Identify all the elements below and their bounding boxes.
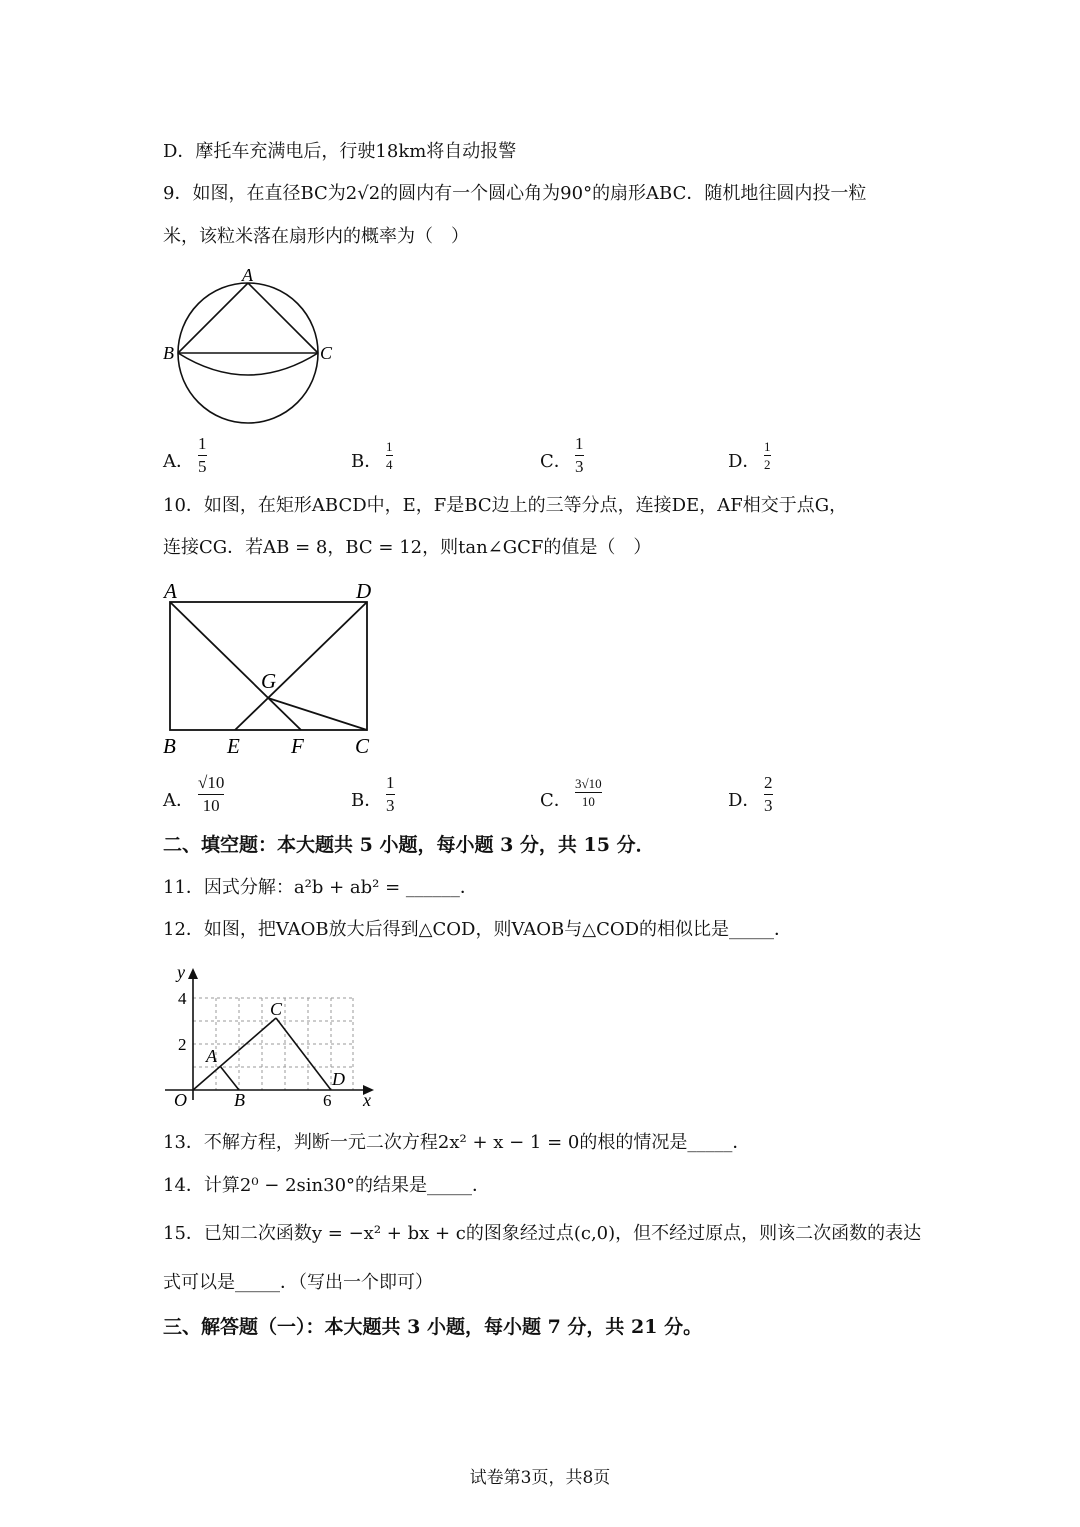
q9-option-c-fraction [575,434,584,477]
q10-rectangle [170,602,367,730]
q9-option-a-num: 1 [198,434,207,453]
q10-option-c-den: 10 [581,794,595,809]
section2-heading: 二、填空题：本大题共 5 小题，每小题 3 分，共 15 分． [163,834,655,856]
q10-option-b-num: 1 [386,773,395,792]
q10-option-a-key: A． [163,790,194,811]
q9-stem-line1: 9．如图，在直径BC为2√2的圆内有一个圆心角为90°的扇形ABC．随机地往圆内投一粒 [163,183,867,204]
q12-axis-y: y [177,962,185,982]
q10-label-d: D [356,579,372,603]
q12-label-d: D [332,1069,345,1089]
q10-option-b-key: B． [351,790,383,811]
q12-label-a: A [206,1046,217,1066]
q10-stem-line1: 10．如图，在矩形ABCD中，E，F是BC边上的三等分点，连接DE，AF相交于点G， [163,495,848,516]
q9-option-c-num: 1 [575,434,584,453]
q12-axis-x: x [363,1090,371,1110]
q9-option-d-key: D． [728,451,761,472]
q12-tick-2: 2 [178,1035,187,1054]
q12-segment-ab [220,1066,239,1090]
section3-heading: 三、解答题（一）：本大题共 3 小题，每小题 7 分，共 21 分。 [163,1316,703,1338]
q10-option-c-key: C． [540,790,572,811]
q10-option-c-fraction [575,776,602,809]
q9-option-a-key: A． [163,451,194,472]
q10-label-b: B [163,734,176,758]
q10-option-c-num: 3√10 [575,776,602,791]
q9-option-b-key: B． [351,451,383,472]
q12-y-arrow [188,968,198,979]
q10-option-a-fraction [198,773,224,816]
q9-segment-ab [178,283,248,353]
q10-option-b-den: 3 [386,796,395,815]
q10-option-d-fraction [764,773,773,816]
q9-option-a-den: 5 [198,457,207,476]
q13-text: 13．不解方程，判断一元二次方程2x² + x − 1 = 0的根的情况是_____． [163,1132,751,1153]
q9-option-b-den: 4 [386,457,393,472]
q12-text: 12．如图，把VAOB放大后得到△COD，则VAOB与△COD的相似比是_____． [163,919,793,940]
q9-option-d-fraction [764,439,771,472]
q10-label-g: G [261,669,277,693]
q10-option-d-num: 2 [764,773,773,792]
q10-option-b-fraction [386,773,395,816]
q10-label-c: C [355,734,370,758]
q9-option-c-key: C． [540,451,572,472]
q12-label-c: C [270,999,283,1019]
q9-segment-ac [248,283,318,353]
q12-label-b: B [234,1090,245,1110]
q15-line2: 式可以是_____．（写出一个即可） [163,1272,433,1293]
q9-option-b-num: 1 [386,439,393,454]
q10-segment-cg [268,698,367,730]
q10-option-d-key: D． [728,790,761,811]
q9-sector-arc [178,353,318,375]
q10-stem-line2: 连接CG．若AB = 8，BC = 12，则tan∠GCF的值是（ ） [163,537,652,558]
q10-option-a-den: 10 [202,796,220,815]
q9-stem-line2: 米，该粒米落在扇形内的概率为（ ） [163,226,469,247]
q10-label-f: F [291,734,304,758]
q9-option-a-fraction [198,434,207,477]
q12-tick-6: 6 [323,1091,332,1110]
q9-label-c: C [320,343,333,363]
q9-label-b: B [163,343,174,363]
q12-origin-o: O [174,1090,187,1110]
q10-segment-de [235,602,367,730]
q10-option-d-den: 3 [764,796,773,815]
q9-option-d-num: 1 [764,439,771,454]
q10-label-a: A [164,579,177,603]
q9-option-b-fraction [386,439,393,472]
q9-label-a: A [242,265,253,285]
q10-option-a-num: √10 [198,773,225,792]
q9-option-d-den: 2 [764,457,771,472]
q12-segment-cd [276,1018,331,1090]
q9-figure [160,262,350,427]
q11-text: 11．因式分解：a²b + ab² = ______． [163,877,478,898]
q12-tick-4: 4 [178,989,187,1008]
q8-option-d: D．摩托车充满电后，行驶18km将自动报警 [163,141,517,162]
q10-segment-af [170,602,301,730]
q10-figure [160,576,385,761]
q15-line1: 15．已知二次函数y = −x² + bx + c的图象经过点(c,0)，但不经过原点，则该二次函数的表达 [163,1223,922,1244]
q9-option-c-den: 3 [575,457,584,476]
q14-text: 14．计算2⁰ − 2sin30°的结果是_____． [163,1175,491,1196]
q10-label-e: E [227,734,240,758]
q12-figure [160,960,385,1110]
page-footer: 试卷第3页，共8页 [469,1468,611,1488]
